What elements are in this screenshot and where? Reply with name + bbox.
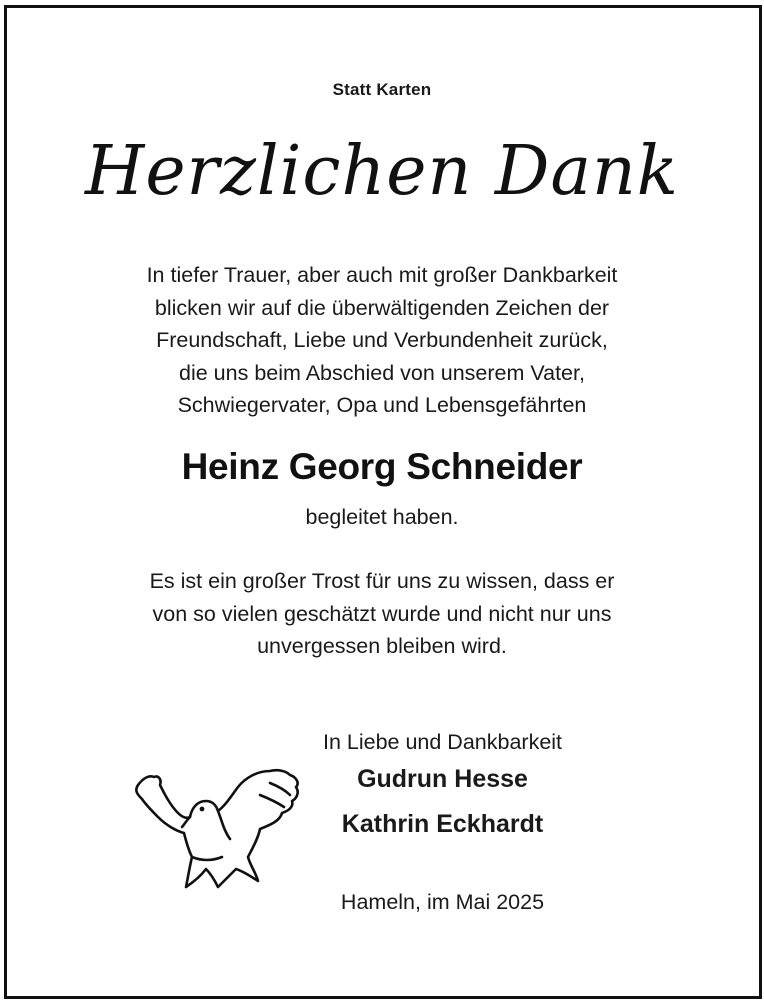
intro-line: die uns beim Abschied von unserem Vater,	[179, 360, 585, 385]
headline: Herzlichen Dank	[85, 132, 679, 211]
closing-line: unvergessen bleiben wird.	[257, 634, 507, 658]
intro-paragraph	[0, 259, 764, 422]
dove-icon	[130, 765, 310, 900]
intro-line: Freundschaft, Liebe und Verbundenheit zurück,	[156, 328, 608, 352]
signer-name: Gudrun Hesse	[357, 765, 528, 793]
closing-line: von so vielen geschätzt wurde und nicht nur uns	[152, 601, 612, 626]
intro-line: In tiefer Trauer, aber auch mit großer Dankbarkeit	[146, 263, 618, 287]
intro-line: blicken wir auf die überwältigenden Zeichen der	[154, 295, 610, 320]
closing-paragraph	[0, 565, 764, 663]
place-date: Hameln, im Mai 2025	[340, 890, 545, 914]
after-name-text: begleitet haben.	[305, 505, 459, 529]
signature-intro: In Liebe und Dankbarkeit	[322, 730, 563, 754]
kicker-text: Statt Karten	[332, 80, 432, 99]
deceased-name: Heinz Georg Schneider	[181, 446, 583, 487]
intro-line: Schwiegervater, Opa und Lebensgefährten	[177, 393, 587, 417]
closing-line: Es ist ein großer Trost für uns zu wissen, dass er	[149, 569, 615, 593]
signer-name: Kathrin Eckhardt	[341, 810, 544, 838]
